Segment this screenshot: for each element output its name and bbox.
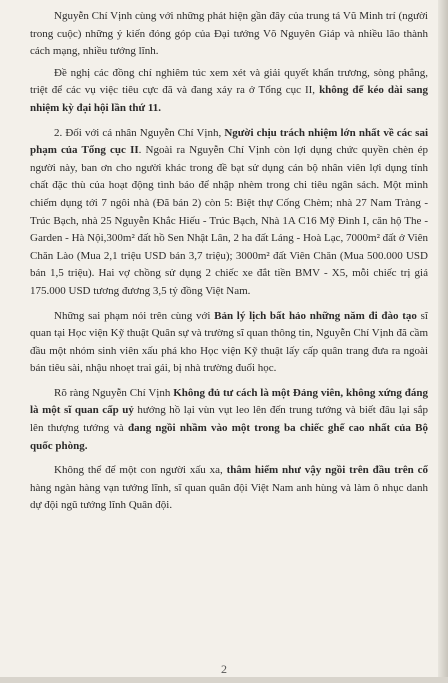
paragraph-5 — [30, 385, 428, 455]
paragraph-3 — [30, 125, 428, 301]
paragraph-5-text: hướng hồ lại vùn vụt leo lên đến trung tướng và biết đâu lại sắp lên thượng tướng và — [30, 404, 428, 435]
paragraph-5-bold-1: Không đủ tư cách là một Đảng viên, không xứng đáng là một sĩ quan cấp uỷ — [30, 386, 429, 417]
paragraph-4 — [30, 308, 428, 378]
paragraph-1 — [30, 8, 428, 61]
paragraph-6 — [30, 462, 428, 515]
page-number: 2 — [221, 662, 227, 676]
paragraph-2 — [30, 65, 428, 118]
paragraph-2-bold: không để kéo dài sang nhiệm kỳ đại hội lần thứ 11. — [30, 84, 428, 114]
page-bottom-edge — [0, 677, 448, 683]
paragraph-4-lead: Những sai phạm nói trên cùng với — [54, 309, 215, 322]
paragraph-6-lead: Không thể để một con người xấu xa, — [54, 464, 227, 477]
paragraph-3-text: . Ngoài ra Nguyễn Chí Vịnh còn lợi dụng chức quyền chèn ép người này, ban ơn cho người khác trong đề bạt sử dụng cán bộ nhân viên lợi dụng tính chất đặc thù của hoạt động tình báo để nhập nhèm trong chi tiêu ngân sách. Một mình chiếm dụng tới 7 ngôi nhà (Đã bán 2) còn 5: Biệt thự Cống Chèm; nhà 27 Nam Tràng - Trúc Bạch, nhà 25 Nguyễn Khắc Hiếu - Trúc Bạch, Nhà 1A C16 Mỹ Đình I, căn hộ The - Garden - Hà Nội,300m² đất hồ Sen Nhật Lân, 2 ha đất Láng - Hoà Lạc, 7000m² đất ở Viên Chăn Lào (Mua 2,1 triệu USD bán 3,7 triệu); 3000m² đất Viên Chăn (Mua 500.000 USD bán 1,5 triệu). Hai vợ chồng sử dụng 2 chiếc xe đắt tiền BMV - X5, mỗi chiếc trị giá 175.000 USD tương đương 3,5 tỷ đồng Việt Nam. — [30, 144, 428, 297]
paragraph-3-bold: Người chịu trách nhiệm lớn nhất về các sai phạm của Tổng cục II — [30, 126, 428, 157]
paragraph-3-lead: 2. Đối với cá nhân Nguyễn Chí Vịnh, — [54, 126, 225, 139]
paragraph-4-bold: Bản lý lịch bất hảo những năm đi đào tạo — [214, 309, 417, 322]
paragraph-6-bold: thâm hiểm như vậy ngồi trên đầu trên cổ — [226, 464, 428, 477]
paragraph-1-text: Nguyễn Chí Vịnh cùng với những phát hiện gần đây của trung tá Vũ Minh trí (người trong cuộc) những ý kiến đóng góp của Đại tướng Võ Nguyên Giáp và nhiều lão thành cách mạng, nhiều tướng lĩnh. — [30, 10, 428, 58]
paragraph-4-text: sĩ quan tại Học viện Kỹ thuật Quân sự và trường sĩ quan thông tin, Nguyễn Chí Vịnh đã cầm đầu một nhóm sinh viên xấu phá kho Học viện Kỹ thuật lấy cấp quân trang đưa ra ngoài bán tiêu sài, nhậu nhoẹt trai gái, bị nhà trường đuổi học. — [30, 309, 428, 375]
paragraph-5-bold-2: đang ngồi nhầm vào một trong ba chiếc ghế cao nhất của Bộ quốc phòng. — [30, 422, 428, 452]
paragraph-6-text: hàng ngàn hàng vạn tướng lĩnh, sĩ quan quân đội Việt Nam anh hùng và làm ô nhục danh dự đội ngũ tướng lĩnh Quân đội. — [30, 481, 428, 512]
paragraph-2-text: Đề nghị các đồng chí nghiêm túc xem xét và giải quyết khẩn trương, sòng phẳng, triệt để các vụ việc tiêu cực đã và đang xảy ra ở Tổng cục II, — [30, 66, 428, 97]
page-edge-shadow — [438, 0, 448, 683]
paragraph-5-lead: Rõ ràng Nguyễn Chí Vịnh — [54, 386, 174, 399]
